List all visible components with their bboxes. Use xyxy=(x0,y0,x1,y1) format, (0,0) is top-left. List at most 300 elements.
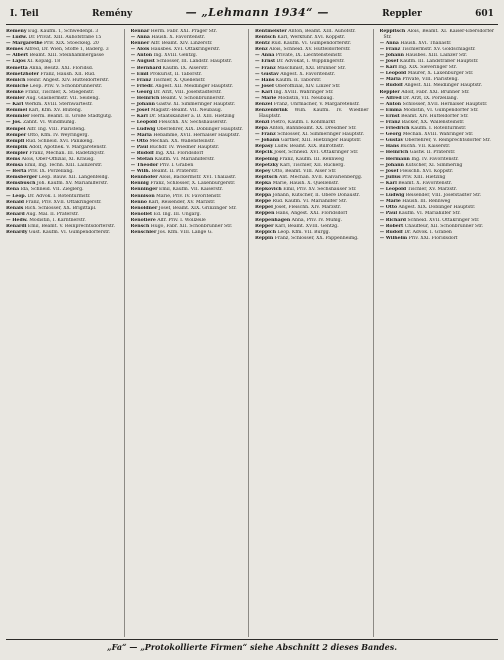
directory-entry xyxy=(380,175,495,181)
entry-name: Repelnig xyxy=(255,156,278,162)
entry-name: — Berta xyxy=(6,169,27,175)
directory-entry xyxy=(131,59,245,65)
entry-name: Renals xyxy=(6,205,24,211)
entry-details: Ing. IV. Favoritenstr. xyxy=(409,156,459,162)
entry-name: — Maria xyxy=(379,77,401,83)
directory-entry xyxy=(6,47,120,53)
entry-name: Rensch xyxy=(130,224,150,229)
entry-name: — Marie xyxy=(255,96,277,102)
entry-name: — Ernst xyxy=(379,113,400,119)
directory-entry xyxy=(6,206,120,212)
entry-details: Franz, Schlosser, X. Laxenburgerstr. xyxy=(148,181,236,187)
entry-details: Schneid. XVII. Ottakringer Str. xyxy=(406,217,480,223)
directory-entry xyxy=(131,218,245,224)
directory-entry xyxy=(255,193,369,199)
entry-details: Alfr. Beamt. XIV. Linzerstr. xyxy=(149,41,213,47)
entry-details: Maschinist, XXI. Brünner Str. xyxy=(275,65,346,71)
directory-entry xyxy=(6,187,120,193)
entry-details: Ing. XXI. Floridsdorf xyxy=(153,150,204,156)
entry-name: Remsa xyxy=(6,163,24,169)
directory-entry xyxy=(255,53,369,59)
entry-name: — Gustav xyxy=(255,71,279,77)
entry-name: Rempfl xyxy=(6,138,25,144)
entry-details: Franz, Schlosser, XX. Pappenheimg. xyxy=(273,235,359,241)
entry-details: Priv. I. Graben xyxy=(158,163,194,169)
entry-name: — Leopold xyxy=(130,120,158,126)
entry-name: — Wilhelm xyxy=(379,235,408,241)
directory-entry xyxy=(6,194,120,200)
entry-details: Heinr. Angest. XIV. Hütteldorferstr. xyxy=(25,77,110,83)
entry-name: — Franz xyxy=(379,46,401,52)
entry-details: Otto, Kfm. IV. Weyringerg. xyxy=(26,132,89,138)
entry-details: Buchdr. IV. Wiedner Hauptstr. xyxy=(148,144,220,150)
entry-details: Gastw. XI. Simmeringer Hauptstr. xyxy=(154,102,236,108)
directory-entry xyxy=(131,84,245,90)
entry-name: — Josef xyxy=(379,168,399,174)
entry-details: Herm. Fabr. XXI. Prager Str. xyxy=(149,29,217,34)
entry-details: Herm. Beamt. II. Große Stadtgutg. xyxy=(29,114,113,120)
entry-details: Tischler, X. Quellenstr. xyxy=(151,77,206,83)
entry-name: Repper xyxy=(255,223,274,229)
directory-entry xyxy=(255,175,369,181)
entry-name: — Hermann xyxy=(379,156,410,162)
entry-details: Dr. Advok. I. Rotenturmstr. xyxy=(26,193,91,199)
entry-name: Renzel xyxy=(255,102,273,108)
directory-entry xyxy=(255,41,369,47)
entry-details: Tischlermstr. XV. Goldschlagstr. xyxy=(400,46,476,52)
directory-entry xyxy=(131,53,245,59)
directory-entry xyxy=(380,77,495,83)
directory-entry xyxy=(131,139,245,145)
entry-name: — Leopold xyxy=(379,71,407,77)
entry-name: Rennison xyxy=(130,193,155,199)
entry-name: — Paul xyxy=(379,211,398,217)
entry-name: — August xyxy=(130,59,155,65)
directory-entry xyxy=(380,163,495,169)
directory-entry xyxy=(6,181,120,187)
directory-entry xyxy=(6,96,120,102)
entry-name: — Otto xyxy=(379,205,398,211)
directory-entry xyxy=(6,59,120,65)
entry-details: Anna, Besitz. XXI. Floridsd. xyxy=(27,65,94,71)
directory-entry xyxy=(255,169,369,175)
entry-name: — Ludwig xyxy=(130,126,156,132)
entry-details: Oberlehrer, V. Reinprechtsdorfer Str. xyxy=(403,138,491,144)
page-title: — „Lehmann 1934“ — xyxy=(185,6,329,19)
entry-details: Fleischh. XVI. Koppstr. xyxy=(398,168,454,174)
directory-entry xyxy=(131,151,245,157)
directory-entry xyxy=(131,194,245,200)
entry-name: — Hans xyxy=(255,77,275,83)
entry-details: Leop. Bauw. XII. Längenfeldg. xyxy=(37,175,109,181)
entry-name: — Anton xyxy=(130,53,153,59)
entry-details: Angest. XII. Meidlinger Hauptstr. xyxy=(402,83,483,89)
entry-name: Repa xyxy=(255,126,268,132)
entry-details: Ed. Ing. III. Ungarg. xyxy=(152,211,201,217)
entry-name: — Alois xyxy=(130,47,150,53)
entry-details: Franz, Uhrmacher, V. Margaretenstr. xyxy=(272,102,360,108)
directory-entry xyxy=(6,224,120,230)
entry-details: Alois, Ober-Offizial, XI. Krausg. xyxy=(20,156,95,162)
entry-details: Hans, Angest. XXI. Floridsdorf xyxy=(274,211,348,217)
directory-entry xyxy=(255,35,369,41)
directory-entry xyxy=(255,59,369,65)
entry-details: Rud. Schneid. XVI. Panikeng. xyxy=(24,138,94,144)
entry-name: Renald xyxy=(6,199,25,205)
directory-entry xyxy=(6,230,120,236)
entry-details: Josef, Schneid. XVI. Ottakringer Str. xyxy=(272,150,359,156)
entry-details: Karl, Tischler, XII. Ruckerg. xyxy=(278,162,345,168)
page-footer: „Fa“ — „Protokollierte Firmen“ siehe Abschnitt 2 dieses Bandes. xyxy=(6,639,498,656)
entry-name: — Josef xyxy=(130,108,150,114)
entry-name: — Bernhard xyxy=(130,65,162,71)
directory-entry xyxy=(255,132,369,138)
entry-details: Adolf, Apothek. V. Margaretenstr. xyxy=(27,144,107,150)
directory-entry xyxy=(255,199,369,205)
entry-details: Kaufm. I. Rotenturmstr. xyxy=(409,126,467,132)
directory-entry xyxy=(6,169,120,175)
entry-details: Mechan. XX. Wallensteinstr. xyxy=(148,138,215,144)
directory-entry xyxy=(380,211,495,217)
entry-name: Renz xyxy=(255,47,268,53)
entry-name: Repey xyxy=(255,168,271,174)
directory-entry xyxy=(131,120,245,126)
directory-entry xyxy=(131,133,245,139)
entry-name: — Ernst xyxy=(255,59,276,65)
entry-name: — Anna xyxy=(130,35,150,41)
entry-name: — Rudolf xyxy=(130,150,154,156)
entry-details: Franz, Mechan. III. Radetzkystr. xyxy=(27,150,105,156)
directory-entry xyxy=(6,66,120,72)
entry-name: Rennig xyxy=(130,181,149,187)
entry-details: Hebamme, XVII. Hernalser Hauptstr. xyxy=(151,132,240,138)
directory-entry xyxy=(131,127,245,133)
entry-details: Modistin, VI. Gumpendorfer Str. xyxy=(401,107,479,113)
entry-name: — Alfred xyxy=(379,95,402,101)
directory-entry xyxy=(255,187,369,193)
directory-entry xyxy=(380,114,495,120)
directory-entry xyxy=(380,132,495,138)
first-entry-name: Remény xyxy=(92,9,133,19)
entry-details: Adolf, Fabr. XXI. Brünner Str. xyxy=(399,89,470,95)
entry-details: Joh. Kaufm. XV. Mariahilferstr. xyxy=(35,181,108,187)
entry-details: Oberlehrer, XIX. Döblinger Hauptstr. xyxy=(155,126,243,132)
entry-name: Remény xyxy=(6,29,27,34)
directory-entry xyxy=(131,96,245,102)
directory-entry xyxy=(131,206,245,212)
directory-entry xyxy=(255,218,369,224)
entry-name: Repetzky xyxy=(255,162,279,168)
entry-name: — Karl xyxy=(255,89,273,95)
entry-details: Haush. X. Favoritenstr. xyxy=(149,35,206,41)
entry-name: Remsberger xyxy=(6,175,38,181)
column-3 xyxy=(255,29,374,637)
directory-entry xyxy=(6,78,120,84)
entry-name: — Marie xyxy=(379,199,401,205)
directory-entry xyxy=(6,72,120,78)
entry-name: — Robert xyxy=(379,223,404,229)
entry-name: — Anton xyxy=(379,101,402,107)
directory-entry xyxy=(380,157,495,163)
entry-details: Haush. III. Rennweg xyxy=(400,199,451,205)
entry-details: Dr. Arzt, IX. Porzellang. xyxy=(401,95,459,101)
entry-name: Repka xyxy=(255,180,272,186)
entry-name: — Hedw. xyxy=(6,217,28,223)
entry-name: Remetta xyxy=(6,65,28,71)
directory-entry xyxy=(131,72,245,78)
entry-name: Rempel xyxy=(6,126,26,132)
directory-entry xyxy=(255,90,369,96)
entry-name: — Margarethe xyxy=(6,41,43,47)
entry-details: Franz, Haush. XII. Rud. xyxy=(38,71,96,77)
directory-entry xyxy=(6,127,120,133)
entry-details: Alois, Beamt. XI. Kaiser-Ebersdorfer Str. xyxy=(383,29,494,40)
directory-entry xyxy=(255,236,369,242)
entry-details: Kaufm. VI. Mariahilferstr. xyxy=(153,156,215,162)
directory-entry xyxy=(6,84,120,90)
directory-entry xyxy=(255,72,369,78)
directory-entry xyxy=(6,175,120,181)
entry-details: Karl, Werkführ. XVI. Koppstr. xyxy=(275,35,346,41)
directory-entry xyxy=(255,181,369,187)
entry-name: Repasy xyxy=(255,144,274,150)
entry-details: Dr. Advok. I. Graben xyxy=(402,229,452,235)
entry-name: Rena xyxy=(6,187,20,193)
entry-name: Remmel xyxy=(6,108,28,114)
entry-details: Rich. Schlosser, XX. Brigittapl. xyxy=(23,205,97,211)
directory-entry xyxy=(6,157,120,163)
directory-entry xyxy=(6,90,120,96)
entry-details: Beamt. V. Schönbrunnerstr. xyxy=(159,96,225,102)
entry-name: — Franz xyxy=(130,77,152,83)
directory-entry xyxy=(131,230,245,236)
directory-entry xyxy=(380,53,495,59)
entry-details: Ing. XVIII. Gentzg. xyxy=(152,53,198,59)
directory-entry xyxy=(380,65,495,71)
directory-entry xyxy=(131,35,245,41)
directory-entry xyxy=(380,126,495,132)
directory-entry xyxy=(131,145,245,151)
entry-name: — Johann xyxy=(130,102,155,108)
directory-entry xyxy=(255,144,369,150)
entry-details: Leop. Kfm. VII. Burgg. xyxy=(276,229,331,235)
entry-name: — Otto xyxy=(130,138,149,144)
entry-details: Beamt. XIII. Steinhammergasse xyxy=(28,53,104,59)
entry-details: Franz, Tischler, X. Stiegenstr. xyxy=(23,89,95,95)
directory-entry xyxy=(380,71,495,77)
entry-details: Private, VIII. Piaristeng. xyxy=(400,77,459,83)
entry-details: Eug. Kaufm. 1, Schwedenpl. 3 xyxy=(26,29,99,34)
directory-entry xyxy=(255,66,369,72)
entry-name: Rennhofer xyxy=(130,175,158,181)
entry-details: Emil, Beamt. V. Reinprechtsdorferstr. xyxy=(26,224,115,229)
entry-name: — Johann xyxy=(255,138,280,144)
entry-details: Kutscher, XI. Simmering xyxy=(403,162,463,168)
entry-details: Oberoffizial, XIV. Linzer Str. xyxy=(273,83,341,89)
entry-name: — Karl xyxy=(6,102,24,108)
entry-details: Emil, Kaufm. VII. Kaiserstr. xyxy=(157,187,223,193)
directory-entry xyxy=(6,139,120,145)
entry-details: Zahnt. VI. Windmühlg. xyxy=(21,120,76,126)
entry-details: Tischler, XV. Märzstr. xyxy=(406,187,457,193)
entry-name: Remes xyxy=(6,47,24,53)
entry-details: Priv. XIX. Stoeckelg. 20 xyxy=(42,41,99,47)
entry-details: Jos. Kfm. VIII. Lange G. xyxy=(156,230,213,236)
directory-entry xyxy=(6,120,120,126)
directory-entry xyxy=(6,53,120,59)
directory-entry xyxy=(380,144,495,150)
entry-details: Emil, Priv. XV. Sechshauser Str. xyxy=(281,187,357,193)
entry-name: Reppe xyxy=(255,199,272,205)
entry-columns xyxy=(6,29,498,637)
directory-entry xyxy=(255,157,369,163)
directory-entry xyxy=(255,126,369,132)
entry-name: — Johann xyxy=(379,52,404,58)
directory-entry xyxy=(131,157,245,163)
entry-name: Remiche xyxy=(6,83,29,89)
entry-details: Priv. XXI. Floridsdorf xyxy=(407,235,458,241)
entry-details: Magistr.-Beamt. VII. Neubaug. xyxy=(149,108,223,114)
entry-details: Anna, Priv. IV. Mühlg. xyxy=(290,217,343,223)
entry-name: Reppich xyxy=(255,229,277,235)
entry-name: Renschler xyxy=(130,230,157,236)
entry-name: — Leop. xyxy=(6,193,27,199)
entry-details: Ing. XVIII. Währinger Str. xyxy=(272,89,334,95)
directory-entry xyxy=(6,102,120,108)
directory-entry xyxy=(255,138,369,144)
entry-name: — Franz xyxy=(255,65,276,71)
directory-entry xyxy=(380,120,495,126)
entry-details: Wilh. Kaufm. IV. Wiedner Hauptstr. xyxy=(259,108,369,119)
entry-name: — Lajos xyxy=(6,59,26,65)
entry-details: Marie, Haush. X. Quellenstr. xyxy=(271,180,339,186)
entry-details: Dr. Staatskanzler a. D. XIII. Hietzing xyxy=(147,114,235,120)
entry-details: Maurer, X. Laxenburger Str. xyxy=(406,71,474,77)
directory-entry xyxy=(131,108,245,114)
entry-name: — Karl xyxy=(379,180,397,186)
entry-name: — Anna xyxy=(379,40,399,46)
entry-name: — Leopold xyxy=(379,187,407,193)
entry-name: — Heinrich xyxy=(130,96,160,102)
entry-name: — Anna xyxy=(255,53,275,59)
entry-name: — Georg xyxy=(379,132,402,138)
entry-details: Mechan. XVIII. Währinger Str. xyxy=(401,132,474,138)
directory-entry xyxy=(131,224,245,230)
entry-details: Alfred, Dr. Wien, Stoffe 1, Baderg. 3 xyxy=(23,47,109,53)
entry-name: — Josef xyxy=(379,59,399,65)
entry-details: Johann, Kutscher, II. Obere Donaustr. xyxy=(271,193,360,199)
directory-entry xyxy=(131,181,245,187)
entry-name: — Georg xyxy=(130,89,153,95)
entry-details: Kaufm. IX. Alserstr. xyxy=(161,65,209,71)
entry-name: — Maria xyxy=(130,132,152,138)
directory-entry xyxy=(255,78,369,84)
entry-name: — Johann xyxy=(379,162,404,168)
entry-name: — Hans xyxy=(379,144,399,150)
entry-details: Dr. Advokat, I. Wipplingerstr. xyxy=(275,59,345,65)
directory-entry xyxy=(6,200,120,206)
directory-entry xyxy=(380,102,495,108)
entry-name: Rennar xyxy=(130,29,150,34)
directory-entry xyxy=(131,78,245,84)
entry-details: Gastw. II. Praterstr. xyxy=(408,150,456,156)
entry-details: Priv. IX. Porzellang. xyxy=(26,169,74,175)
directory-entry xyxy=(131,90,245,96)
entry-details: Ing. XIX. Sieveringer Str. xyxy=(396,65,457,71)
directory-entry xyxy=(380,236,495,242)
entry-name: Reppa xyxy=(255,193,272,199)
entry-name: — Friedr. xyxy=(130,83,154,89)
directory-entry xyxy=(255,84,369,90)
directory-entry xyxy=(255,211,369,217)
entry-name: Remke xyxy=(6,89,24,95)
entry-name: — Wilh. xyxy=(130,169,151,175)
directory-entry xyxy=(131,47,245,53)
entry-name: Remmler xyxy=(6,114,30,120)
entry-name: — Friedrich xyxy=(379,126,410,132)
entry-details: Angest. XIX. Döblinger Hauptstr. xyxy=(397,205,476,211)
directory-entry xyxy=(255,224,369,230)
entry-name: Renner xyxy=(130,41,150,47)
entry-details: Aug. Mal. II. Praterstr. xyxy=(24,211,79,217)
entry-details: Karl, Kfm. XV. Blüteng. xyxy=(27,108,83,114)
entry-details: Dr. Arzt, VIII. Josefstädterstr. xyxy=(152,89,222,95)
directory-entry xyxy=(255,29,369,35)
entry-details: Aug. Glasnermstr. VII. Seideng. xyxy=(24,96,100,102)
entry-details: Ida, Schneid. VII. Zieglerg. xyxy=(19,187,84,193)
entry-details: Emil, Ing. Techn. XIII. Lainzerstr. xyxy=(23,163,103,169)
entry-name: Reppitsch xyxy=(379,29,406,34)
entry-details: Alois, Schneid. XV. Hütteldorferstr. xyxy=(267,47,351,53)
directory-entry xyxy=(380,108,495,114)
entry-details: Gust. Kaufm. VI. Gumpendorferstr. xyxy=(27,230,111,236)
directory-entry xyxy=(380,29,495,40)
entry-name: Renno xyxy=(130,199,147,205)
entry-name: Renzi xyxy=(255,120,270,126)
entry-details: Gärtner, XIII. Hietzinger Hauptstr. xyxy=(279,138,362,144)
entry-name: — Karl xyxy=(379,65,397,71)
entry-name: Remper xyxy=(6,132,27,138)
directory-entry xyxy=(255,120,369,126)
entry-name: Renardi xyxy=(6,224,27,229)
entry-name: — Franz xyxy=(379,120,401,126)
directory-entry xyxy=(380,181,495,187)
entry-name: — Albert xyxy=(6,53,29,59)
entry-name: — Stefan xyxy=(130,156,154,162)
entry-details: Modistin, I. Kärntnerstr. xyxy=(27,217,86,223)
entry-details: Buchh. VII. Kaiserstr. xyxy=(398,144,451,150)
entry-name: Rentz xyxy=(255,41,270,47)
directory-entry xyxy=(380,199,495,205)
entry-name: — Ludw. xyxy=(6,35,28,41)
entry-details: Chauffeur, XII. Schönbrunner Str. xyxy=(403,223,484,229)
entry-details: Karl, Reisender, XV. Märzstr. xyxy=(146,199,216,205)
entry-name: Reppen xyxy=(255,211,275,217)
directory-entry xyxy=(6,163,120,169)
directory-entry xyxy=(255,230,369,236)
entry-details: Franz, Priv. XVII. Ottakringerstr. xyxy=(24,199,102,205)
entry-details: Rud. Kaufm. VI. Gumpendorferstr. xyxy=(269,41,352,47)
directory-entry xyxy=(131,169,245,175)
directory-entry xyxy=(131,29,245,35)
entry-details: Franz, Kaufm. III. Rennweg xyxy=(277,156,344,162)
directory-entry xyxy=(6,29,120,35)
entry-details: Angest. X. Favoritenstr. xyxy=(278,71,336,77)
entry-details: Prokurist, II. Taborstr. xyxy=(148,71,202,77)
entry-name: Repcik xyxy=(255,150,273,156)
entry-name: Reppin xyxy=(255,235,274,241)
entry-details: Rud. Kaufm. VI. Mariahilfer Str. xyxy=(271,199,347,205)
